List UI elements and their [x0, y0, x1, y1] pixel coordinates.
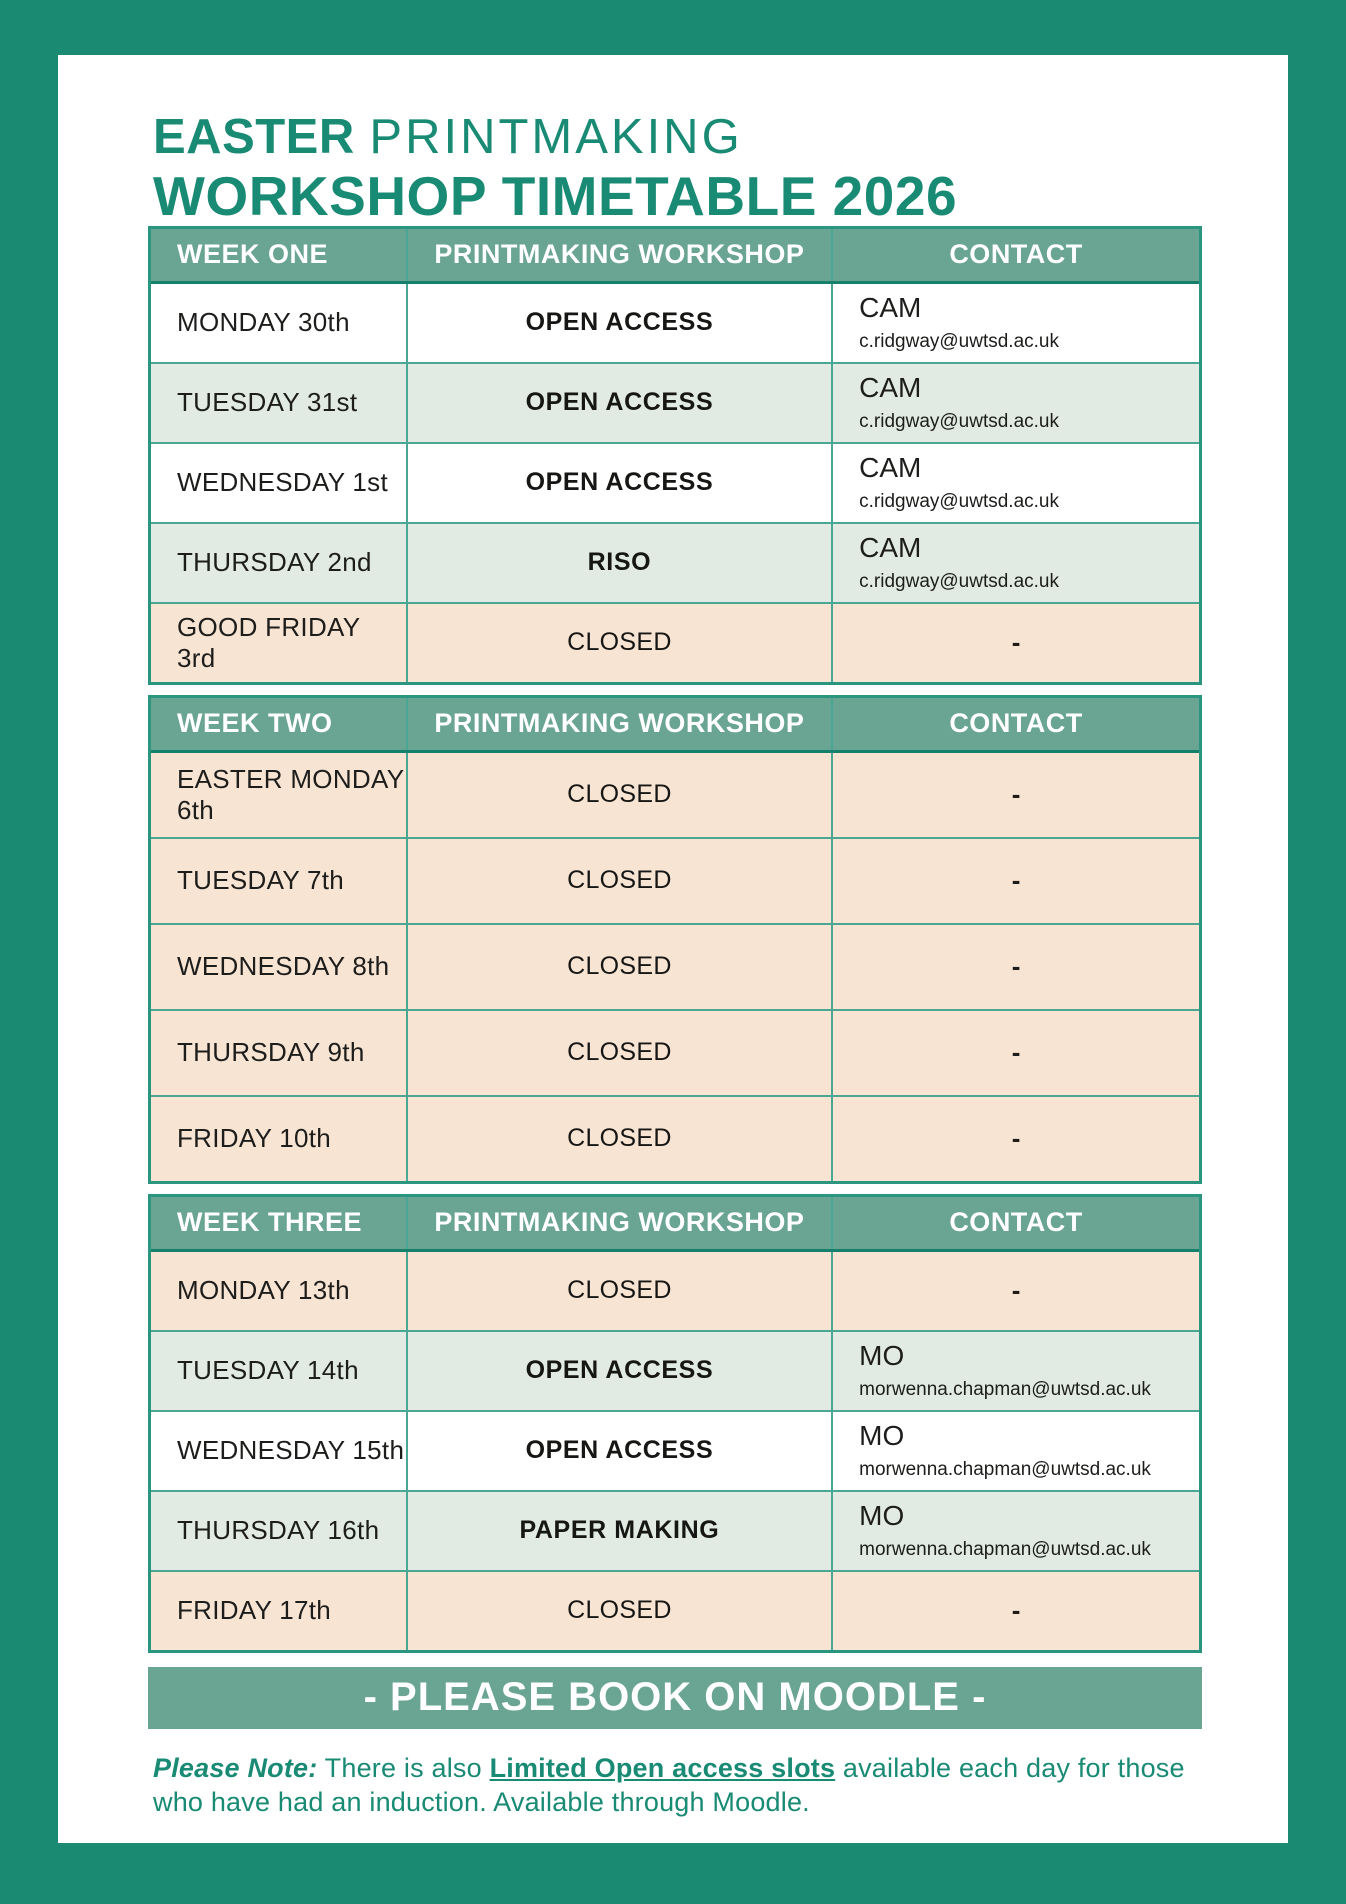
week-one-table	[148, 226, 1202, 685]
day-cell: EASTER MONDAY 6th	[177, 763, 404, 825]
week-three-table	[148, 1194, 1202, 1653]
poster-title	[153, 111, 1288, 226]
workshop-cell: CLOSED	[406, 1572, 831, 1650]
contact-dash-cell: -	[831, 925, 1199, 1009]
workshop-cell: CLOSED	[406, 753, 831, 837]
contact-cell	[831, 364, 1199, 442]
table-row	[151, 1009, 1199, 1095]
note-text-after: available each day for those who have had an induction. Available through Moodle.	[153, 1752, 1185, 1817]
poster-page	[58, 55, 1288, 1843]
title-rest: PRINTMAKING	[369, 110, 743, 164]
day-cell: WEDNESDAY 1st	[177, 467, 388, 498]
workshop-cell: CLOSED	[406, 1097, 831, 1181]
contact-dash-cell: -	[831, 839, 1199, 923]
contact-header-cell: CONTACT	[831, 698, 1199, 750]
contact-dash-cell: -	[831, 1572, 1199, 1650]
table-row	[151, 442, 1199, 522]
table-row	[151, 1252, 1199, 1330]
contact-header-cell: CONTACT	[831, 229, 1199, 281]
contact-name: CAM	[859, 292, 922, 324]
workshop-cell: CLOSED	[406, 839, 831, 923]
contact-dash-cell: -	[831, 753, 1199, 837]
table-row	[151, 1490, 1199, 1570]
week-header-cell: WEEK TWO	[177, 708, 333, 739]
contact-name: CAM	[859, 372, 922, 404]
workshop-cell: CLOSED	[406, 1252, 831, 1330]
table-row	[151, 362, 1199, 442]
day-cell: MONDAY 13th	[177, 1275, 350, 1306]
week-three-header-row	[151, 1197, 1199, 1252]
week-header-cell: WEEK ONE	[177, 239, 329, 270]
table-row	[151, 522, 1199, 602]
workshop-header-cell: PRINTMAKING WORKSHOP	[406, 698, 831, 750]
workshop-cell: CLOSED	[406, 1011, 831, 1095]
contact-email: c.ridgway@uwtsd.ac.uk	[859, 571, 1060, 593]
contact-name: MO	[859, 1420, 905, 1452]
day-cell: FRIDAY 10th	[177, 1123, 332, 1154]
workshop-cell: OPEN ACCESS	[406, 444, 831, 522]
table-row	[151, 284, 1199, 362]
table-row	[151, 753, 1199, 837]
workshop-cell: OPEN ACCESS	[406, 1332, 831, 1410]
contact-email: morwenna.chapman@uwtsd.ac.uk	[859, 1539, 1151, 1561]
table-row	[151, 1095, 1199, 1181]
table-row	[151, 837, 1199, 923]
day-cell: FRIDAY 17th	[177, 1595, 332, 1626]
contact-header-cell: CONTACT	[831, 1197, 1199, 1249]
contact-cell	[831, 284, 1199, 362]
workshop-cell: OPEN ACCESS	[406, 284, 831, 362]
contact-name: MO	[859, 1500, 905, 1532]
workshop-header-cell: PRINTMAKING WORKSHOP	[406, 229, 831, 281]
workshop-cell: OPEN ACCESS	[406, 1412, 831, 1490]
table-row	[151, 923, 1199, 1009]
day-cell: TUESDAY 31st	[177, 387, 358, 418]
contact-email: c.ridgway@uwtsd.ac.uk	[859, 411, 1060, 433]
week-two-header-row	[151, 698, 1199, 753]
note-text-before: There is also	[317, 1752, 490, 1783]
week-one-header-row	[151, 229, 1199, 284]
week-header-cell: WEEK THREE	[177, 1207, 363, 1238]
contact-name: CAM	[859, 452, 922, 484]
contact-cell	[831, 1332, 1199, 1410]
day-cell: WEDNESDAY 15th	[177, 1435, 405, 1466]
contact-dash-cell: -	[831, 604, 1199, 682]
day-cell: THURSDAY 2nd	[177, 547, 372, 578]
workshop-header-cell: PRINTMAKING WORKSHOP	[406, 1197, 831, 1249]
contact-email: c.ridgway@uwtsd.ac.uk	[859, 331, 1060, 353]
day-cell: MONDAY 30th	[177, 307, 350, 338]
table-row	[151, 1410, 1199, 1490]
note-highlight: Limited Open access slots	[489, 1752, 836, 1783]
contact-cell	[831, 444, 1199, 522]
day-cell: GOOD FRIDAY 3rd	[177, 611, 360, 673]
workshop-cell: PAPER MAKING	[406, 1492, 831, 1570]
book-on-moodle-banner: - PLEASE BOOK ON MOODLE -	[148, 1667, 1202, 1729]
title-line-1	[153, 111, 1288, 164]
day-cell: THURSDAY 16th	[177, 1515, 380, 1546]
title-emphasis: EASTER	[153, 110, 355, 164]
contact-cell	[831, 1412, 1199, 1490]
workshop-cell: CLOSED	[406, 604, 831, 682]
contact-dash-cell: -	[831, 1011, 1199, 1095]
workshop-cell: RISO	[406, 524, 831, 602]
week-two-table	[148, 695, 1202, 1184]
workshop-cell: CLOSED	[406, 925, 831, 1009]
workshop-cell: OPEN ACCESS	[406, 364, 831, 442]
day-cell: WEDNESDAY 8th	[177, 951, 390, 982]
contact-email: morwenna.chapman@uwtsd.ac.uk	[859, 1459, 1151, 1481]
day-cell: TUESDAY 14th	[177, 1355, 359, 1386]
table-row	[151, 1570, 1199, 1650]
note-label: Please Note:	[153, 1752, 318, 1783]
contact-email: morwenna.chapman@uwtsd.ac.uk	[859, 1379, 1151, 1401]
contact-email: c.ridgway@uwtsd.ac.uk	[859, 491, 1060, 513]
table-row	[151, 602, 1199, 682]
contact-name: CAM	[859, 532, 922, 564]
contact-dash-cell: -	[831, 1252, 1199, 1330]
contact-cell	[831, 524, 1199, 602]
footer-note	[153, 1751, 1193, 1819]
contact-name: MO	[859, 1340, 905, 1372]
title-line-2: WORKSHOP TIMETABLE 2026	[153, 164, 958, 227]
contact-cell	[831, 1492, 1199, 1570]
contact-dash-cell: -	[831, 1097, 1199, 1181]
table-row	[151, 1330, 1199, 1410]
day-cell: THURSDAY 9th	[177, 1037, 365, 1068]
day-cell: TUESDAY 7th	[177, 865, 345, 896]
